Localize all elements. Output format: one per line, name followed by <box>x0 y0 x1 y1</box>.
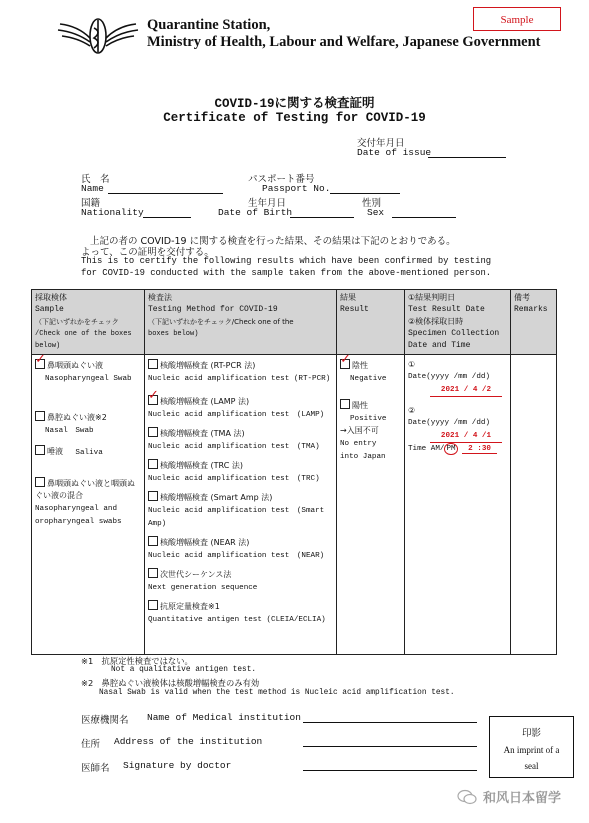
method-4-en: Nucleic acid amplification test (TRC) <box>148 475 320 483</box>
time-pm-text: PM <box>446 445 456 453</box>
method-4-jp: 核酸増幅検査 (TRC 法) <box>160 461 243 470</box>
header-date-en3: Date and Time <box>408 341 471 350</box>
doctor-signature-line[interactable] <box>303 770 477 771</box>
result-entry-en1: No entry <box>340 440 377 448</box>
sample-1-jp: 鼻咽頭ぬぐい液 <box>47 361 103 370</box>
collection-date-field[interactable] <box>430 429 502 443</box>
method-7-en: Next generation sequence <box>148 584 258 592</box>
date-mark-1: ① <box>408 360 416 369</box>
method-checkbox-1[interactable] <box>148 359 158 369</box>
method-checkbox-3[interactable] <box>148 427 158 437</box>
footnote-1-en: Not a qualitative antigen test. <box>111 666 257 674</box>
method-option-trc[interactable] <box>148 459 333 485</box>
method-checkbox-8[interactable] <box>148 600 158 610</box>
statement-jp-2: よって、この証明を交付する。 <box>81 247 214 258</box>
issue-date-line <box>428 157 506 158</box>
method-cell <box>145 355 337 655</box>
header-remarks <box>511 290 557 355</box>
header-date-en2: Specimen Collection <box>408 329 500 338</box>
date-mark-2: ② <box>408 406 416 415</box>
method-checkbox-4[interactable] <box>148 459 158 469</box>
result-checkbox-negative[interactable] <box>340 352 351 369</box>
method-option-near[interactable] <box>148 536 333 562</box>
header-date-en1: Test Result Date <box>408 305 485 314</box>
result-positive[interactable] <box>340 399 401 463</box>
header-sample-en: Sample <box>35 305 64 314</box>
header-date-jp2: ②検体採取日時 <box>408 317 464 326</box>
check-mark-icon: ✓ <box>340 352 351 367</box>
header-sample-note: （下記いずれかをチェック <box>35 318 119 326</box>
table-body-row <box>32 355 557 655</box>
check-mark-icon: ✓ <box>35 352 46 367</box>
collection-time-row[interactable] <box>408 443 507 455</box>
result-date-field[interactable] <box>430 383 502 397</box>
result-checkbox-positive[interactable] <box>340 399 350 409</box>
method-3-jp: 核酸増幅検査 (TMA 法) <box>160 429 245 438</box>
sample-checkbox-2[interactable] <box>35 411 45 421</box>
method-5-jp: 核酸増幅検査 (Smart Amp 法) <box>160 493 273 502</box>
method-checkbox-5[interactable] <box>148 491 158 501</box>
result-negative[interactable] <box>340 352 401 385</box>
statement-en-1: This is to certify the following results which have been confirmed by testing <box>81 256 492 266</box>
sample-option-nasopharyngeal[interactable] <box>35 352 141 385</box>
org-line-1: Quarantine Station, <box>147 17 271 33</box>
title-jp-text: COVID-19に関する検査証明 <box>214 97 375 111</box>
issue-date-label-en: Date of issue <box>357 147 432 158</box>
header-sample <box>32 290 145 355</box>
header-date-jp1: ①結果判明日 <box>408 293 456 302</box>
method-8-jp: 抗原定量検査※1 <box>160 602 220 611</box>
result-entry-jp: →入国不可 <box>340 426 379 435</box>
watermark-text: 和风日本留学 <box>483 790 562 805</box>
sample-4-jp: 鼻咽頭ぬぐい液と咽頭ぬぐい液の混合 <box>35 479 135 500</box>
institution-field-line[interactable] <box>303 722 477 723</box>
result-pos-en: Positive <box>350 415 387 423</box>
remarks-cell[interactable] <box>511 355 557 655</box>
method-3-en: Nucleic acid amplification test (TMA) <box>148 443 320 451</box>
sample-2-en: Nasal Swab <box>45 427 94 435</box>
sample-2-jp: 鼻腔ぬぐい液※2 <box>47 413 107 422</box>
header-remarks-en: Remarks <box>514 305 548 314</box>
seal-label-en-1: An imprint of a <box>503 745 560 755</box>
footnote-1-jp: ※1 抗原定性検査ではない。 <box>81 656 193 666</box>
seal-box[interactable] <box>489 716 574 778</box>
title-en <box>0 106 589 125</box>
method-option-antigen[interactable] <box>148 600 333 626</box>
footnote-2-jp: ※2 鼻腔ぬぐい液検体は核酸増幅検査のみ有効 <box>81 678 260 688</box>
statement-en-2: for COVID-19 conducted with the sample taken from the above-mentioned person. <box>81 268 492 278</box>
header-sample-jp: 採取検体 <box>35 293 67 302</box>
header-method <box>145 290 337 355</box>
method-option-ngs[interactable] <box>148 568 333 594</box>
header-method-note: （下記いずれかをチェック/Check one of the <box>148 318 294 326</box>
method-checkbox-7[interactable] <box>148 568 158 578</box>
sample-4-en: Nasopharyngeal and oropharyngeal swabs <box>35 505 122 526</box>
quarantine-emblem-logo <box>56 16 140 56</box>
header-result <box>337 290 405 355</box>
passport-label-jp: パスポート番号 <box>248 174 315 185</box>
result-pos-jp: 陽性 <box>352 401 368 410</box>
method-7-jp: 次世代シーケンス法 <box>160 570 232 579</box>
header-result-en: Result <box>340 305 369 314</box>
header-method-en: Testing Method for COVID-19 <box>148 305 278 314</box>
sex-label-jp: 性別 <box>362 198 382 209</box>
method-6-jp: 核酸増幅検査 (NEAR 法) <box>160 538 250 547</box>
method-option-tma[interactable] <box>148 427 333 453</box>
seal-label-en-2: seal <box>524 761 539 771</box>
header-remarks-jp: 備考 <box>514 293 530 302</box>
method-2-en: Nucleic acid amplification test (LAMP) <box>148 411 325 419</box>
result-neg-en: Negative <box>350 375 387 383</box>
wechat-icon <box>457 789 477 805</box>
institution-label-jp: 医療機関名 <box>81 715 129 726</box>
sample-3-en: Saliva <box>75 449 103 457</box>
table-header-row <box>32 290 557 355</box>
method-1-en: Nucleic acid amplification test (RT-PCR) <box>148 375 331 383</box>
date-format-2: Date(yyyy /mm /dd) <box>408 419 491 427</box>
issue-date-label-jp: 交付年月日 <box>357 138 405 149</box>
sample-stamp <box>473 7 561 31</box>
title-en-text: Certificate of Testing for COVID-19 <box>163 111 426 125</box>
result-neg-jp: 陰性 <box>352 361 368 370</box>
nationality-line <box>143 217 191 218</box>
method-option-lamp[interactable] <box>148 388 333 421</box>
header-method-note2: boxes below) <box>148 330 199 338</box>
method-2-jp: 核酸増幅検査 (LAMP 法) <box>160 397 250 406</box>
name-label-en: Name <box>81 183 104 194</box>
method-checkbox-6[interactable] <box>148 536 158 546</box>
result-cell <box>337 352 405 655</box>
institution-label-en: Name of Medical institution <box>147 712 301 723</box>
sample-1-en: Nasopharyngeal Swab <box>45 375 132 383</box>
footnote-2-en: Nasal Swab is valid when the test method is Nucleic acid amplification test. <box>99 689 455 697</box>
sample-checkbox-1[interactable] <box>35 352 46 369</box>
collection-time-value: 2 :30 <box>462 445 497 454</box>
passport-line <box>330 193 400 194</box>
sample-option-saliva[interactable] <box>35 445 141 459</box>
method-8-en: Quantitative antigen test (CLEIA/ECLIA) <box>148 616 326 624</box>
header-result-jp: 結果 <box>340 293 356 302</box>
doctor-label-en: Signature by doctor <box>123 760 232 771</box>
method-6-en: Nucleic acid amplification test (NEAR) <box>148 552 325 560</box>
dob-label-jp: 生年月日 <box>248 198 287 209</box>
sample-checkbox-4[interactable] <box>35 477 45 487</box>
org-line-2: Ministry of Health, Labour and Welfare, Japanese Government <box>147 34 541 50</box>
nationality-label-jp: 国籍 <box>81 198 101 209</box>
header-sample-note2: /Check one of the boxes <box>35 330 132 338</box>
collection-date-value: 2021 / 4 /1 <box>440 432 492 440</box>
name-line <box>108 193 223 194</box>
time-label: Time AM/ <box>408 445 445 453</box>
result-date-value: 2021 / 4 /2 <box>440 386 492 394</box>
header-method-jp: 検査法 <box>148 293 172 302</box>
dob-label-en: Date of Birth <box>218 207 293 218</box>
check-mark-icon: ✓ <box>148 388 159 403</box>
result-entry-en2: into Japan <box>340 453 386 461</box>
pm-circle <box>444 443 457 455</box>
sample-checkbox-3[interactable] <box>35 445 45 455</box>
date-cell <box>405 355 511 655</box>
address-label-en: Address of the institution <box>114 736 263 747</box>
dob-line <box>290 217 354 218</box>
date-format-1: Date(yyyy /mm /dd) <box>408 373 491 381</box>
seal-label-jp: 印影 <box>521 728 541 739</box>
method-5-en: Nucleic acid amplification test (Smart Amp) <box>148 507 325 528</box>
doctor-label-jp: 医師名 <box>81 763 110 774</box>
header-date <box>405 290 511 355</box>
sex-line <box>392 217 456 218</box>
address-field-line[interactable] <box>303 746 477 747</box>
passport-label-en: Passport No. <box>262 183 331 194</box>
method-1-jp: 核酸増幅検査 (RT-PCR 法) <box>160 361 256 370</box>
address-label-jp: 住所 <box>81 739 101 750</box>
sample-option-mixed[interactable] <box>35 477 141 528</box>
watermark <box>457 787 561 806</box>
method-checkbox-2[interactable] <box>148 388 159 405</box>
name-label-jp: 氏 名 <box>81 174 110 185</box>
sample-cell <box>32 352 145 655</box>
results-table <box>31 289 557 655</box>
sample-option-nasal[interactable] <box>35 411 141 437</box>
sample-stamp-text: Sample <box>500 14 534 26</box>
nationality-label-en: Nationality <box>81 207 144 218</box>
sample-3-jp: 唾液 <box>47 447 63 456</box>
sex-label-en: Sex <box>367 207 385 218</box>
method-option-rtpcr[interactable] <box>148 359 333 385</box>
statement-jp-1: 上記の者の COVID-19 に関する検査を行った結果、その結果は下記のとおりである。 <box>90 236 456 247</box>
header-sample-note3: below) <box>35 342 61 350</box>
method-option-smartamp[interactable] <box>148 491 333 530</box>
